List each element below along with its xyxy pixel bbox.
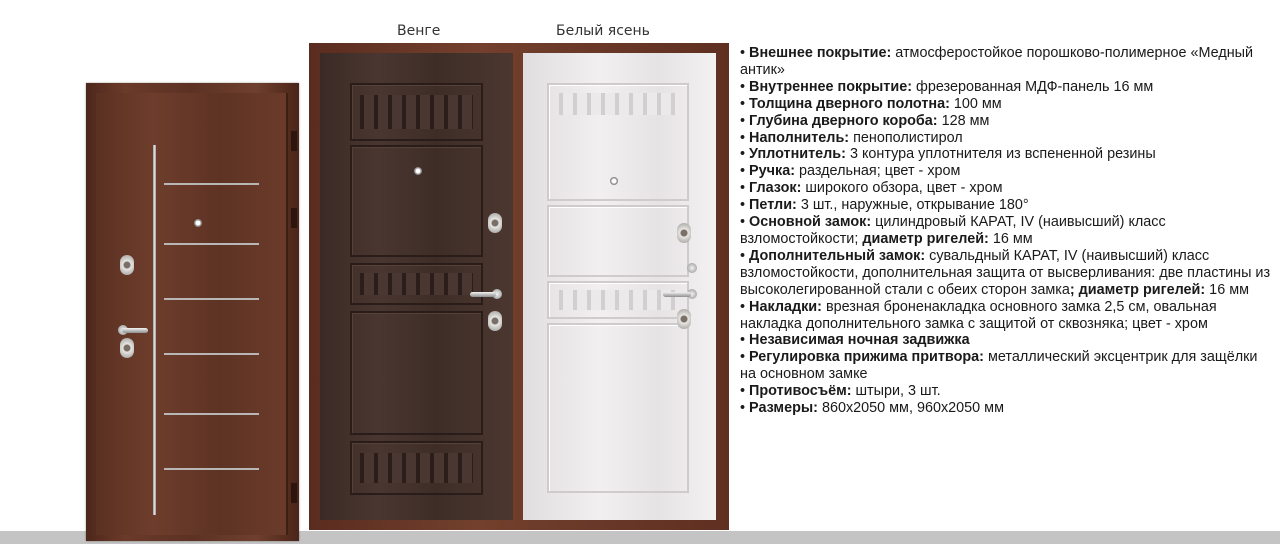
interior-panels-image <box>309 43 729 530</box>
panel-inset <box>350 263 483 305</box>
spec-item: • Дополнительный замок: сувальдный КАРАТ, IV (наивысший) класс взломостойкости, дополнительная защита от высверливания: две пластины из высоколегированной стали с обеих сторон замка; диаметр ригелей: 16 мм <box>740 247 1271 298</box>
panel-inset <box>547 83 689 201</box>
spec-label: Внутреннее покрытие: <box>749 78 912 95</box>
decor-stripe <box>164 353 259 355</box>
panel-inset <box>547 323 689 493</box>
spec-value: металлический эксцентрик для защёлки на основном замке <box>740 349 1258 383</box>
white-ash-panel <box>523 53 716 520</box>
lock-cylinder-icon <box>677 309 691 329</box>
spec-value: 16 мм <box>1205 281 1249 298</box>
spec-label: Наполнитель: <box>749 129 850 146</box>
spec-item: • Внутреннее покрытие: фрезерованная МДФ-панель 16 мм <box>740 78 1154 95</box>
spec-value: 100 мм <box>949 95 1002 112</box>
spec-item: • Независимая ночная задвижка <box>740 332 970 349</box>
peephole-icon <box>194 219 202 227</box>
peephole-icon <box>414 167 422 175</box>
spec-value: раздельная; цвет - хром <box>795 163 961 180</box>
lower-lock-icon <box>120 338 134 358</box>
spec-item: • Глазок: широкого обзора, цвет - хром <box>740 180 1003 197</box>
door-handle-icon <box>470 292 496 297</box>
meander-ornament <box>360 453 473 483</box>
spec-value: фрезерованная МДФ-панель 16 мм <box>912 78 1154 95</box>
lock-cylinder-icon <box>488 213 502 233</box>
spec-label: Основной замок: <box>749 214 872 231</box>
spec-value: 860x2050 мм, 960x2050 мм <box>817 400 1004 417</box>
spec-label: Петли: <box>749 197 797 214</box>
spec-value: атмосферостойкое порошково-полимерное «Медный антик» <box>740 45 1254 78</box>
spec-value: 16 мм <box>988 230 1033 247</box>
spec-value: пенополистирол <box>849 129 963 146</box>
meander-ornament <box>559 290 679 310</box>
wenge-panel <box>320 53 513 520</box>
door-handle-icon <box>663 292 691 297</box>
spec-value: 3 шт., наружные, открывание 180° <box>796 197 1029 214</box>
decor-stripe <box>164 183 259 185</box>
spec-value: сувальдный КАРАТ, IV (наивысший) класс взломостойкости, дополнительная защита от высверливания: две пластины из высоколегированной стали с обеих сторон замка <box>740 247 1271 298</box>
spec-label: Накладки: <box>749 298 822 315</box>
spec-item: • Накладки: врезная броненакладка основного замка 2,5 см, овальная накладка дополнительного замка с защитой от сквозняка; цвет - хром <box>740 298 1217 332</box>
decor-stripe <box>164 243 259 245</box>
hinge-icon <box>291 131 297 151</box>
vertical-decor-bar <box>153 145 156 515</box>
spec-label: диаметр ригелей: <box>858 230 989 247</box>
spec-label: Глазок: <box>749 180 802 197</box>
spec-item: • Регулировка прижима притвора: металлический эксцентрик для защёлки на основном замке <box>740 349 1258 383</box>
spec-label: Ручка: <box>749 163 796 180</box>
spec-label: Дополнительный замок: <box>749 247 926 264</box>
wenge-label: Венге <box>397 23 441 39</box>
spec-label: Толщина дверного полотна: <box>749 95 950 112</box>
meander-ornament <box>559 93 679 115</box>
decor-stripe <box>164 413 259 415</box>
meander-ornament <box>360 95 473 129</box>
spec-item: • Противосъём: штыри, 3 шт. <box>740 383 941 400</box>
panel-inset <box>350 441 483 495</box>
spec-label: Противосъём: <box>749 383 852 400</box>
spec-label: Размеры: <box>749 400 818 417</box>
spec-label: Независимая ночная задвижка <box>749 332 970 349</box>
panel-inset <box>547 281 689 319</box>
spec-label: Глубина дверного короба: <box>749 112 938 129</box>
spec-label: Внешнее покрытие: <box>749 45 892 61</box>
exterior-door-leaf <box>96 93 288 535</box>
spec-item: • Внешнее покрытие: атмосферостойкое порошково-полимерное «Медный антик» <box>740 45 1254 78</box>
spec-label: Регулировка прижима притвора: <box>749 349 984 366</box>
spec-item: • Основной замок: цилиндровый КАРАТ, IV (наивысший) класс взломостойкости; диаметр ригелей: 16 мм <box>740 214 1166 247</box>
hinge-icon <box>291 208 297 228</box>
spec-item: • Ручка: раздельная; цвет - хром <box>740 163 961 180</box>
door-handle-icon <box>122 328 148 333</box>
spec-item: • Уплотнитель: 3 контура уплотнителя из вспененной резины <box>740 146 1156 163</box>
spec-label: ; диаметр ригелей: <box>1069 281 1206 298</box>
spec-value: штыри, 3 шт. <box>851 383 941 400</box>
panel-inset <box>350 311 483 435</box>
spec-item: • Размеры: 860x2050 мм, 960x2050 мм <box>740 400 1004 417</box>
spec-value: врезная броненакладка основного замка 2,5 см, овальная накладка дополнительного замка с защитой от сквозняка; цвет - хром <box>740 298 1217 332</box>
spec-item: • Глубина дверного короба: 128 мм <box>740 112 990 129</box>
panel-inset <box>547 205 689 277</box>
spec-item: • Петли: 3 шт., наружные, открывание 180° <box>740 197 1029 214</box>
panel-inset <box>350 145 483 257</box>
lock-cylinder-icon <box>677 223 691 243</box>
handle-base <box>687 263 697 273</box>
panel-inset <box>350 83 483 141</box>
spec-item: • Толщина дверного полотна: 100 мм <box>740 95 1002 112</box>
spec-value: цилиндровый КАРАТ, IV (наивысший) класс взломостойкости; <box>740 214 1166 247</box>
white-ash-label: Белый ясень <box>556 23 650 39</box>
meander-ornament <box>360 273 473 295</box>
hinge-icon <box>291 483 297 503</box>
spec-list <box>740 45 1275 417</box>
spec-item: • Наполнитель: пенополистирол <box>740 129 963 146</box>
spec-value: 128 мм <box>937 112 990 129</box>
decor-stripe <box>164 298 259 300</box>
upper-lock-icon <box>120 255 134 275</box>
spec-value: широкого обзора, цвет - хром <box>801 180 1003 197</box>
lock-cylinder-icon <box>488 311 502 331</box>
decor-stripe <box>164 468 259 470</box>
spec-label: Уплотнитель: <box>749 146 846 163</box>
exterior-door-image <box>86 83 299 541</box>
spec-value: 3 контура уплотнителя из вспененной резины <box>845 146 1156 163</box>
peephole-icon <box>610 177 618 185</box>
